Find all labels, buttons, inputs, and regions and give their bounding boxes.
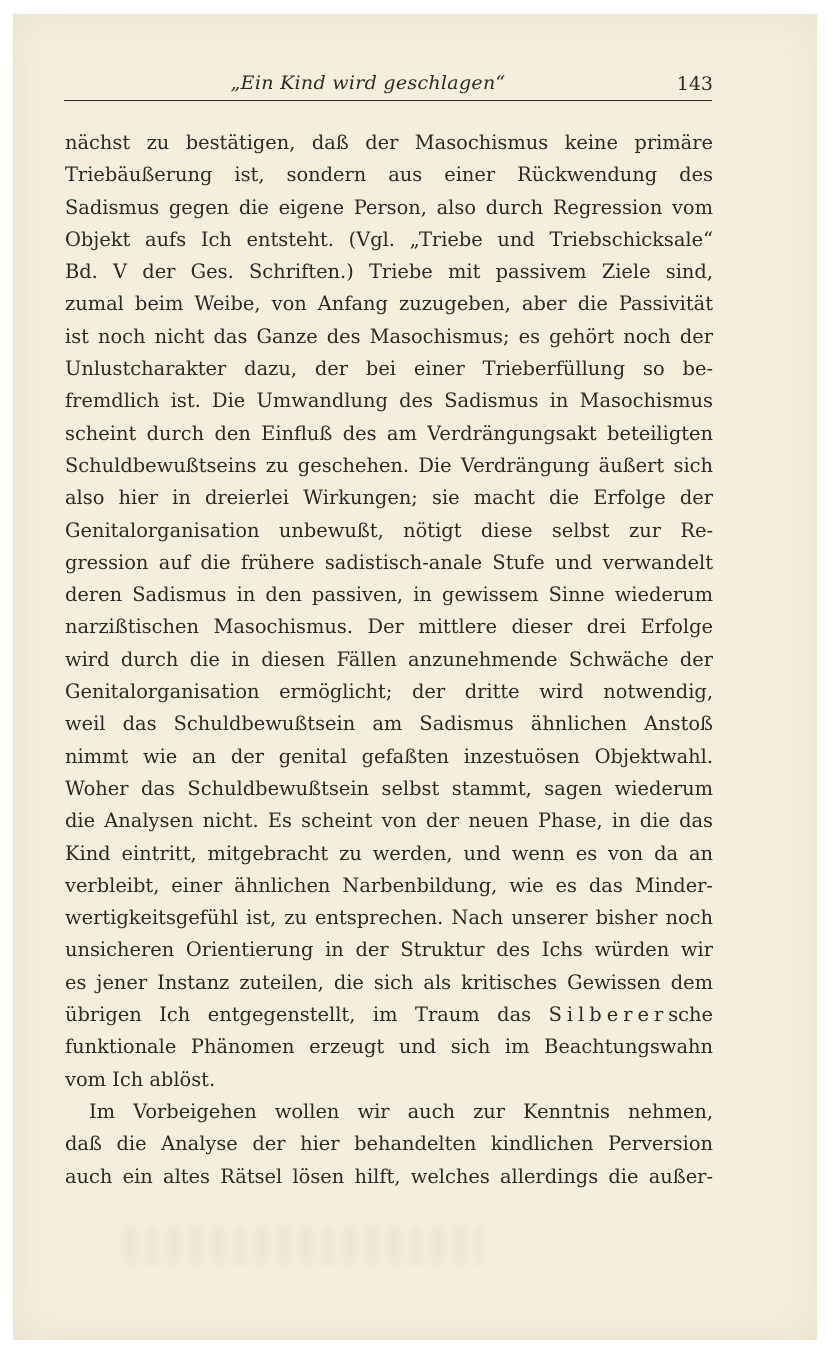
text-line: scheint durch den Einfluß des am Verdrängungsakt beteiligten: [65, 421, 713, 445]
page-header: [63, 72, 713, 102]
text-line: deren Sadismus in den passiven, in gewissem Sinne wiederum: [65, 583, 713, 607]
text-line: die Analysen nicht. Es scheint von der neuen Phase, in die das: [65, 809, 713, 833]
text-line: fremdlich ist. Die Umwandlung des Sadismus in Masochismus: [65, 389, 713, 413]
text-line: daß die Analyse der hier behandelten kindlichen Perversion: [65, 1132, 713, 1156]
header-rule: [64, 100, 712, 101]
text-line: also hier in dreierlei Wirkungen; sie macht die Erfolge der: [65, 486, 713, 510]
body-text: [65, 127, 713, 1193]
text-fragment: übrigen Ich entgegenstellt, im Traum das: [65, 1003, 549, 1027]
text-line: nächst zu bestätigen, daß der Masochismus keine primäre: [65, 131, 713, 154]
text-fragment: sche: [668, 1003, 713, 1027]
text-line: Unlustcharakter dazu, der bei einer Trieberfüllung so be-: [65, 357, 713, 381]
text-line: Triebäußerung ist, sondern aus einer Rückwendung des: [65, 163, 713, 187]
text-line: auch ein altes Rätsel lösen hilft, welches allerdings die außer-: [65, 1164, 713, 1188]
text-line: gression auf die frühere sadistisch-anale Stufe und verwandelt: [65, 550, 713, 574]
text-line: verbleibt, einer ähnlichen Narbenbildung, wie es das Minder-: [65, 873, 713, 897]
text-line: Bd. V der Ges. Schriften.) Triebe mit passivem Ziele sind,: [65, 260, 713, 284]
text-line: narzißtischen Masochismus. Der mittlere dieser drei Erfolge: [65, 615, 713, 639]
text-line: ist noch nicht das Ganze des Masochismus; es gehört noch der: [65, 324, 713, 348]
bleed-through-shadow: [123, 1226, 483, 1266]
running-title: „Ein Kind wird geschlagen“: [230, 72, 506, 94]
text-line: es jener Instanz zuteilen, die sich als kritisches Gewissen dem: [65, 970, 713, 994]
paragraph-start: Im Vorbeigehen wollen wir auch zur Kenntnis nehmen,: [89, 1099, 713, 1123]
text-line: Kind eintritt, mitgebracht zu werden, und wenn es von da an: [65, 841, 713, 865]
text-line: wertigkeitsgefühl ist, zu entsprechen. Nach unserer bisher noch: [65, 906, 713, 930]
text-line: Genitalorganisation ermöglicht; der dritte wird notwendig,: [65, 680, 713, 704]
text-line: zumal beim Weibe, von Anfang zuzugeben, aber die Passivität: [65, 292, 713, 316]
text-line: funktionale Phänomen erzeugt und sich im Beachtungswahn: [65, 1035, 713, 1059]
text-line-silberer: [65, 999, 713, 1031]
author-name-spaced: Silberer: [548, 1003, 669, 1027]
book-page: [13, 14, 817, 1340]
text-line: nimmt wie an der genital gefaßten inzestuösen Objektwahl.: [65, 744, 713, 768]
text-line: Genitalorganisation unbewußt, nötigt diese selbst zur Re-: [65, 518, 713, 542]
text-line: Schuldbewußtseins zu geschehen. Die Verdrängung äußert sich: [65, 453, 713, 477]
page-number: 143: [676, 73, 713, 95]
text-line: Objekt aufs Ich entsteht. (Vgl. „Triebe und Triebschicksale“: [65, 227, 713, 251]
text-line: vom Ich ablöst.: [65, 1067, 216, 1091]
text-line: wird durch die in diesen Fällen anzunehmende Schwäche der: [65, 647, 713, 671]
text-line: Sadismus gegen die eigene Person, also durch Regression vom: [65, 195, 713, 219]
text-line: Woher das Schuldbewußtsein selbst stammt, sagen wiederum: [65, 776, 713, 800]
text-line: weil das Schuldbewußtsein am Sadismus ähnlichen Anstoß: [65, 712, 713, 736]
text-line: unsicheren Orientierung in der Struktur des Ichs würden wir: [65, 938, 713, 962]
